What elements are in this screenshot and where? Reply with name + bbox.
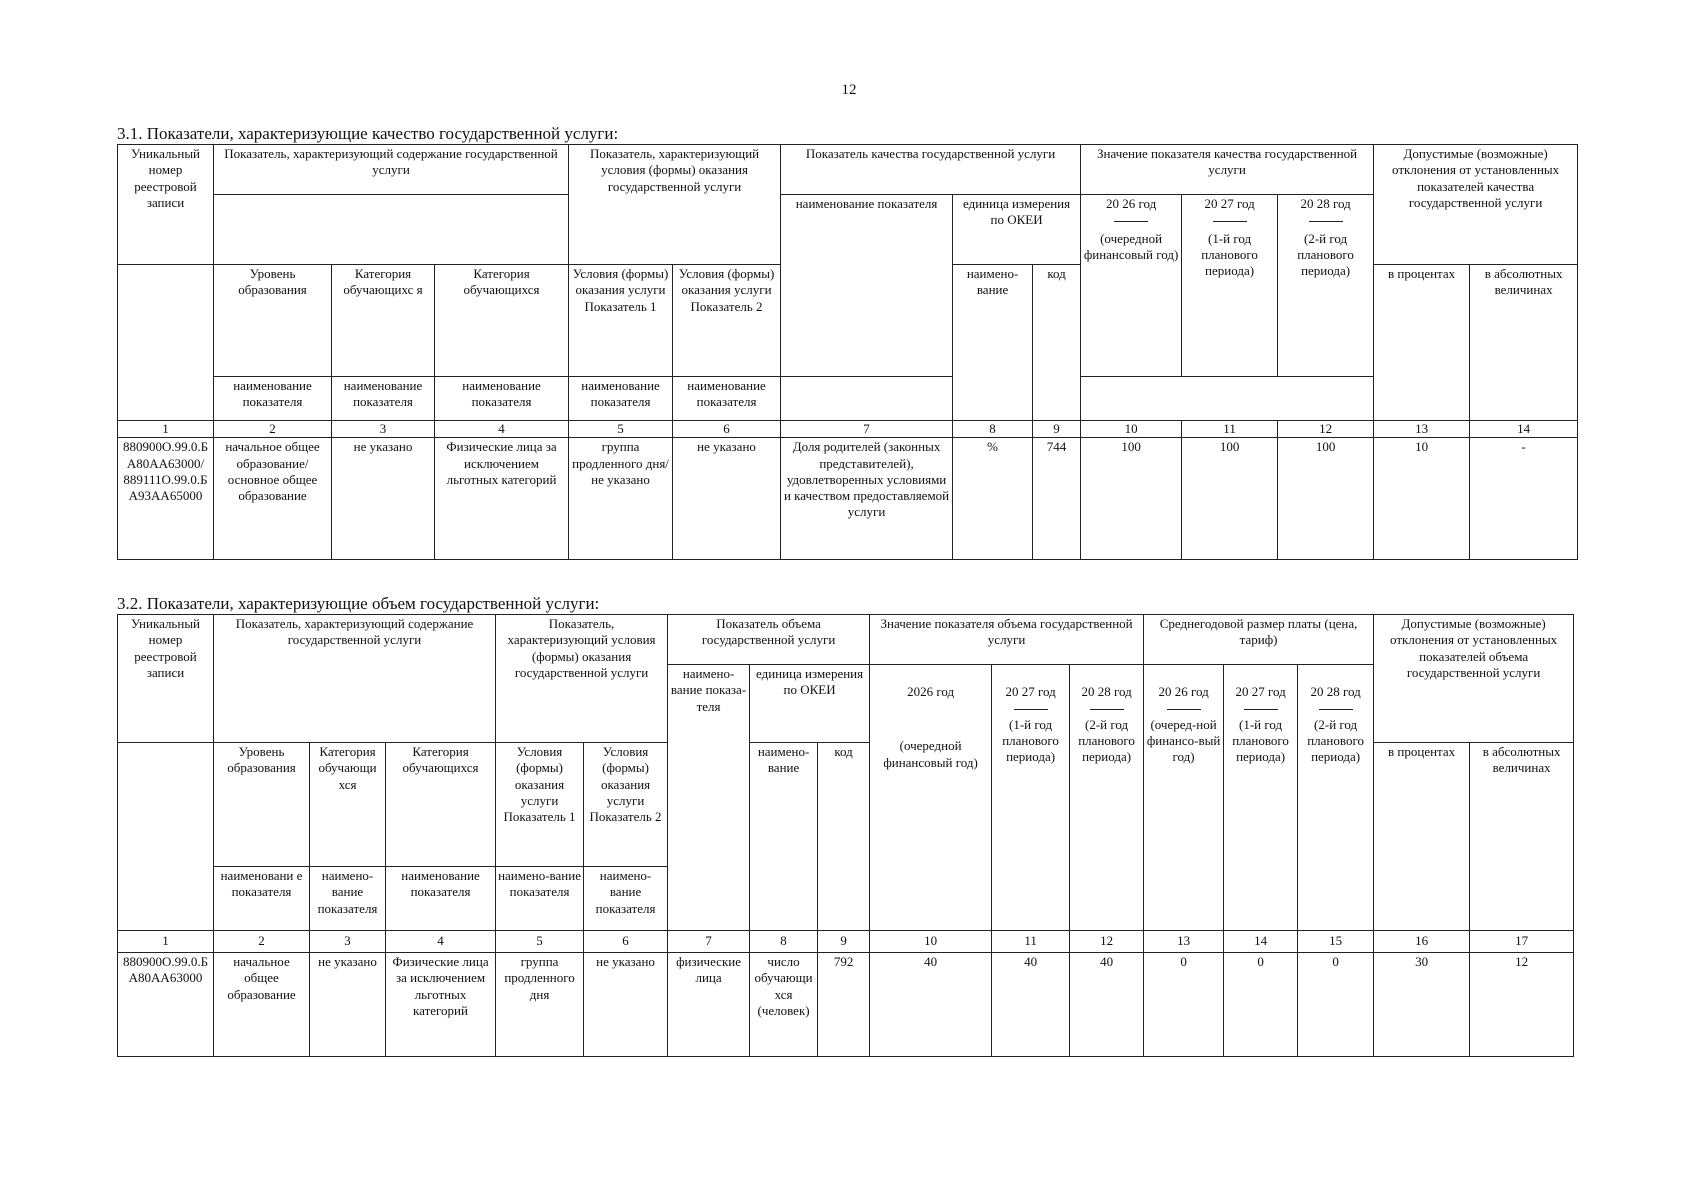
name-label: наименование показателя bbox=[386, 867, 496, 931]
header-level: Уровень образования bbox=[214, 743, 310, 867]
cell-fee-2027: 0 bbox=[1224, 953, 1298, 1057]
cell-registry-number: 880900О.99.0.БА80АА63000/ 889111О.99.0.БА93АА65000 bbox=[118, 438, 214, 560]
cell-value-2026: 40 bbox=[870, 953, 992, 1057]
column-number: 2 bbox=[214, 931, 310, 953]
header-unit-okei: единица измерения по ОКЕИ bbox=[750, 665, 870, 743]
cell-category-1: не указано bbox=[310, 953, 386, 1057]
cell-unit-code: 744 bbox=[1033, 438, 1081, 560]
cell-category-2: Физические лица за исключением льготных категорий bbox=[386, 953, 496, 1057]
header-f-year-2027: 20 27 год (1-й год планового периода) bbox=[1224, 665, 1298, 931]
table-row bbox=[118, 953, 1574, 1057]
header-dev-absolute: в абсолютных величинах bbox=[1470, 265, 1578, 421]
cell-condition-2: не указано bbox=[584, 953, 668, 1057]
column-number: 5 bbox=[496, 931, 584, 953]
page-number: 12 bbox=[841, 82, 857, 98]
cell-dev-absolute: - bbox=[1470, 438, 1578, 560]
column-number: 12 bbox=[1070, 931, 1144, 953]
name-label: наимено-вание показателя bbox=[310, 867, 386, 931]
column-number: 11 bbox=[1182, 421, 1278, 438]
header-unit-code: код bbox=[818, 743, 870, 931]
cell-unit-name: число обучающихся (человек) bbox=[750, 953, 818, 1057]
header-unique-number: Уникальный номер реестровой записи bbox=[118, 145, 214, 265]
column-number: 13 bbox=[1144, 931, 1224, 953]
table-row bbox=[118, 438, 1578, 560]
header-dev-percent: в процентах bbox=[1374, 265, 1470, 421]
section-2-title: 3.2. Показатели, характеризующие объем государственной услуги: bbox=[117, 594, 600, 613]
column-number: 3 bbox=[332, 421, 435, 438]
cell-dev-absolute: 12 bbox=[1470, 953, 1574, 1057]
header-indicator-name: наименование показателя bbox=[781, 195, 953, 377]
cell-category-1: не указано bbox=[332, 438, 435, 560]
section-1-title: 3.1. Показатели, характеризующие качество государственной услуги: bbox=[117, 124, 619, 143]
header-unit-code: код bbox=[1033, 265, 1081, 421]
cell-value-2027: 40 bbox=[992, 953, 1070, 1057]
column-number: 10 bbox=[1081, 421, 1182, 438]
column-number: 4 bbox=[435, 421, 569, 438]
column-number: 12 bbox=[1278, 421, 1374, 438]
column-number: 9 bbox=[818, 931, 870, 953]
header-volume-group: Показатель объема государственной услуги bbox=[668, 615, 870, 665]
column-number: 2 bbox=[214, 421, 332, 438]
column-number: 13 bbox=[1374, 421, 1470, 438]
column-numbers-row bbox=[118, 421, 1578, 438]
name-label: наименование показателя bbox=[332, 377, 435, 421]
column-numbers-row bbox=[118, 931, 1574, 953]
header-deviation-group: Допустимые (возможные) отклонения от установленных показателей качества государственной услуги bbox=[1374, 145, 1578, 265]
column-number: 6 bbox=[584, 931, 668, 953]
cell-unit-code: 792 bbox=[818, 953, 870, 1057]
column-number: 17 bbox=[1470, 931, 1574, 953]
header-dev-percent: в процентах bbox=[1374, 743, 1470, 931]
quality-table bbox=[117, 144, 1578, 560]
column-number: 8 bbox=[750, 931, 818, 953]
cell-registry-number: 880900О.99.0.БА80АА63000 bbox=[118, 953, 214, 1057]
column-number: 1 bbox=[118, 421, 214, 438]
cell-category-2: Физические лица за исключением льготных категорий bbox=[435, 438, 569, 560]
header-unique-cont bbox=[118, 743, 214, 931]
cell-value-2027: 100 bbox=[1182, 438, 1278, 560]
header-category-1: Категория обучающи хся bbox=[310, 743, 386, 867]
column-number: 9 bbox=[1033, 421, 1081, 438]
header-content-group: Показатель, характеризующий содержание государственной услуги bbox=[214, 145, 569, 195]
header-unique-cont bbox=[118, 265, 214, 421]
header-condition-2: Условия (формы) оказания услуги Показатель 2 bbox=[673, 265, 781, 377]
name-label: наимено-вание показателя bbox=[496, 867, 584, 931]
cell-fee-2026: 0 bbox=[1144, 953, 1224, 1057]
header-condition-2: Условия (формы) оказания услуги Показатель 2 bbox=[584, 743, 668, 867]
column-number: 4 bbox=[386, 931, 496, 953]
cell-condition-2: не указано bbox=[673, 438, 781, 560]
header-dev-absolute: в абсолютных величинах bbox=[1470, 743, 1574, 931]
header-indicator-name: наимено-вание показа-теля bbox=[668, 665, 750, 931]
column-number: 3 bbox=[310, 931, 386, 953]
cell-dev-percent: 30 bbox=[1374, 953, 1470, 1057]
column-number: 14 bbox=[1470, 421, 1578, 438]
cell-value-2028: 100 bbox=[1278, 438, 1374, 560]
header-conditions-group: Показатель, характеризующий условия (формы) оказания государственной услуги bbox=[496, 615, 668, 743]
header-unit-name: наимено-вание bbox=[750, 743, 818, 931]
column-number: 5 bbox=[569, 421, 673, 438]
header-year-2026: 20 26 год (очередной финансовый год) bbox=[1081, 195, 1182, 377]
column-number: 11 bbox=[992, 931, 1070, 953]
header-v-year-2028: 20 28 год (2-й год планового периода) bbox=[1070, 665, 1144, 931]
header-category-1: Категория обучающихс я bbox=[332, 265, 435, 377]
header-level: Уровень образования bbox=[214, 265, 332, 377]
cell-value-2028: 40 bbox=[1070, 953, 1144, 1057]
name-label: наимено-вание показателя bbox=[584, 867, 668, 931]
name-label: наименовани е показателя bbox=[214, 867, 310, 931]
header-condition-1: Условия (формы) оказания услуги Показатель 1 bbox=[569, 265, 673, 377]
column-number: 1 bbox=[118, 931, 214, 953]
header-deviation-group: Допустимые (возможные) отклонения от установленных показателей объема государственной услуги bbox=[1374, 615, 1574, 743]
volume-table bbox=[117, 614, 1574, 1057]
header-conditions-group: Показатель, характеризующий условия (формы) оказания государственной услуги bbox=[569, 145, 781, 265]
header-f-year-2028: 20 28 год (2-й год планового периода) bbox=[1298, 665, 1374, 931]
name-label: наименование показателя bbox=[569, 377, 673, 421]
column-number: 10 bbox=[870, 931, 992, 953]
header-condition-1: Условия (формы) оказания услуги Показатель 1 bbox=[496, 743, 584, 867]
column-number: 7 bbox=[668, 931, 750, 953]
header-content-spacer bbox=[214, 195, 569, 265]
header-unit-name: наимено-вание bbox=[953, 265, 1033, 421]
name-label: наименование показателя bbox=[435, 377, 569, 421]
column-number: 14 bbox=[1224, 931, 1298, 953]
header-value-group: Значение показателя качества государственной услуги bbox=[1081, 145, 1374, 195]
header-content-group: Показатель, характеризующий содержание государственной услуги bbox=[214, 615, 496, 743]
cell-value-2026: 100 bbox=[1081, 438, 1182, 560]
cell-level: начальное общее образование bbox=[214, 953, 310, 1057]
column-number: 16 bbox=[1374, 931, 1470, 953]
header-v-year-2026: 2026 год (очередной финансовый год) bbox=[870, 665, 992, 931]
header-f-year-2026: 20 26 год (очеред-ной финансо-вый год) bbox=[1144, 665, 1224, 931]
header-unique-number: Уникальный номер реестровой записи bbox=[118, 615, 214, 743]
header-quality-group: Показатель качества государственной услуги bbox=[781, 145, 1081, 195]
cell-condition-1: группа продленного дня bbox=[496, 953, 584, 1057]
header-v-year-2027: 20 27 год (1-й год планового периода) bbox=[992, 665, 1070, 931]
cell-condition-1: группа продленного дня/ не указано bbox=[569, 438, 673, 560]
column-number: 6 bbox=[673, 421, 781, 438]
cell-indicator-name: физические лица bbox=[668, 953, 750, 1057]
cell-dev-percent: 10 bbox=[1374, 438, 1470, 560]
column-number: 8 bbox=[953, 421, 1033, 438]
header-category-2: Категория обучающихся bbox=[386, 743, 496, 867]
column-number: 15 bbox=[1298, 931, 1374, 953]
cell-indicator-name: Доля родителей (законных представителей), удовлетворенных условиями и качеством предоставляемой услуги bbox=[781, 438, 953, 560]
header-year-2027: 20 27 год (1-й год планового периода) bbox=[1182, 195, 1278, 377]
cell-fee-2028: 0 bbox=[1298, 953, 1374, 1057]
cell-level: начальное общее образование/ основное общее образование bbox=[214, 438, 332, 560]
name-label: наименование показателя bbox=[673, 377, 781, 421]
header-year-2028: 20 28 год (2-й год планового периода) bbox=[1278, 195, 1374, 377]
name-label: наименование показателя bbox=[214, 377, 332, 421]
cell-unit-name: % bbox=[953, 438, 1033, 560]
header-fee-group: Среднегодовой размер платы (цена, тариф) bbox=[1144, 615, 1374, 665]
header-value-group: Значение показателя объема государственной услуги bbox=[870, 615, 1144, 665]
header-unit-okei: единица измерения по ОКЕИ bbox=[953, 195, 1081, 265]
column-number: 7 bbox=[781, 421, 953, 438]
header-category-2: Категория обучающихся bbox=[435, 265, 569, 377]
